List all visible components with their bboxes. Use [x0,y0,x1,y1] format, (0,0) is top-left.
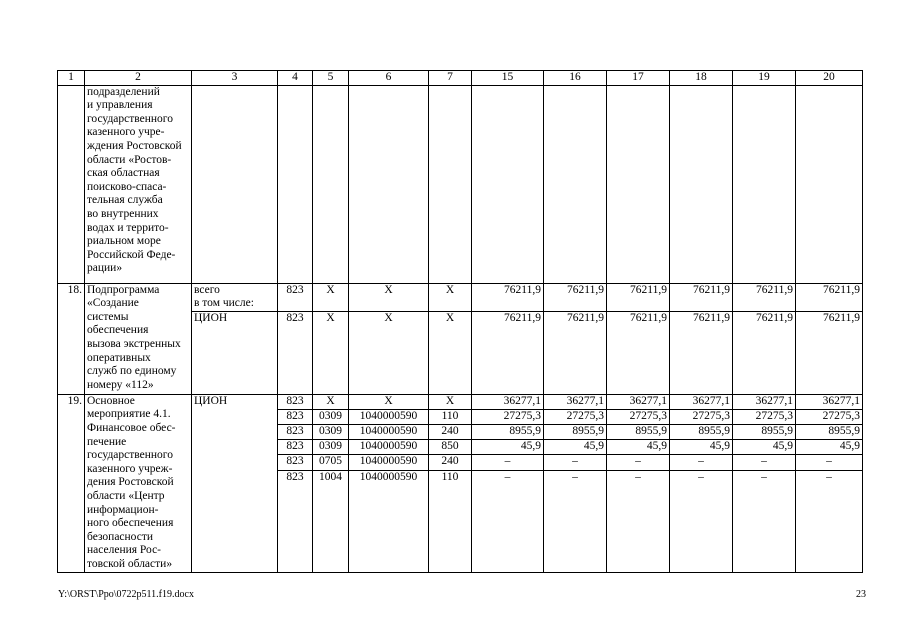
value-cell: 76211,9 [607,311,670,394]
value-cell: 76211,9 [796,311,863,394]
executor-cell: ЦИОН [192,394,278,572]
header-cell: 1 [58,71,85,86]
header-cell: 6 [349,71,429,86]
value-cell: 45,9 [472,440,544,455]
value-cell: 76211,9 [472,311,544,394]
header-cell: 2 [85,71,192,86]
row-number-cell [58,85,85,283]
value-cell: 36277,1 [670,394,733,409]
row-number-cell: 18. [58,283,85,394]
value-cell: 8955,9 [607,425,670,440]
value-cell: 27275,3 [472,409,544,424]
csr-cell: Х [349,394,429,409]
rzpr-cell: 0309 [313,425,349,440]
grbs-cell: 823 [278,440,313,455]
value-cell: 45,9 [670,440,733,455]
value-cell: 36277,1 [607,394,670,409]
rzpr-cell: Х [313,311,349,394]
budget-table [57,70,863,573]
value-cell [607,85,670,283]
value-cell: – [733,470,796,572]
grbs-cell: 823 [278,409,313,424]
grbs-cell: 823 [278,470,313,572]
csr-cell: 1040000590 [349,409,429,424]
rzpr-cell [313,85,349,283]
value-cell: 27275,3 [607,409,670,424]
footer-file-path: Y:\ORST\Ppo\0722p511.f19.docx [58,589,194,600]
value-cell: 8955,9 [544,425,607,440]
vr-cell: 850 [429,440,472,455]
row-number-cell: 19. [58,394,85,572]
vr-cell: 110 [429,409,472,424]
header-cell: 18 [670,71,733,86]
header-cell: 19 [733,71,796,86]
csr-cell: Х [349,283,429,311]
header-cell: 17 [607,71,670,86]
grbs-cell: 823 [278,311,313,394]
executor-cell [192,85,278,283]
value-cell: 76211,9 [472,283,544,311]
rzpr-cell: Х [313,283,349,311]
rzpr-cell: Х [313,394,349,409]
rzpr-cell: 0309 [313,409,349,424]
value-cell: – [733,455,796,470]
value-cell: 45,9 [796,440,863,455]
grbs-cell: 823 [278,455,313,470]
table-row [58,283,863,311]
value-cell: – [544,470,607,572]
event-name-cell: подразделений и управления государственного казенного учре- ждения Ростовской области «Ростов- ская областная поисково-спаса- тельная служба во внутренних водах и террито- риальном море Российской Феде- рации» [85,85,192,283]
value-cell: 76211,9 [670,283,733,311]
value-cell: 8955,9 [472,425,544,440]
value-cell [544,85,607,283]
header-cell: 15 [472,71,544,86]
csr-cell [349,85,429,283]
value-cell: – [796,470,863,572]
header-cell: 4 [278,71,313,86]
table-row [58,85,863,283]
csr-cell: 1040000590 [349,440,429,455]
event-name-cell: Подпрограмма «Создание системы обеспечения вызова экстренных оперативных служб по единому номеру «112» [85,283,192,394]
value-cell: 76211,9 [733,283,796,311]
csr-cell: 1040000590 [349,425,429,440]
vr-cell: Х [429,311,472,394]
value-cell: – [670,455,733,470]
header-cell: 16 [544,71,607,86]
value-cell: – [472,455,544,470]
value-cell: 36277,1 [733,394,796,409]
value-cell [796,85,863,283]
value-cell [670,85,733,283]
value-cell: 36277,1 [544,394,607,409]
value-cell: 76211,9 [796,283,863,311]
value-cell: 45,9 [544,440,607,455]
value-cell: 8955,9 [796,425,863,440]
executor-cell: ЦИОН [192,311,278,394]
value-cell: 8955,9 [670,425,733,440]
vr-cell: Х [429,394,472,409]
csr-cell: 1040000590 [349,470,429,572]
value-cell: – [607,470,670,572]
footer-page-number: 23 [856,589,866,600]
value-cell: – [472,470,544,572]
grbs-cell: 823 [278,425,313,440]
csr-cell: Х [349,311,429,394]
value-cell: 27275,3 [733,409,796,424]
table-row [58,394,863,409]
value-cell: – [607,455,670,470]
value-cell [733,85,796,283]
value-cell: 27275,3 [670,409,733,424]
grbs-cell: 823 [278,283,313,311]
vr-cell: Х [429,283,472,311]
value-cell: 76211,9 [670,311,733,394]
value-cell: 76211,9 [544,311,607,394]
value-cell: 27275,3 [544,409,607,424]
header-cell: 5 [313,71,349,86]
grbs-cell: 823 [278,394,313,409]
vr-cell: 240 [429,425,472,440]
executor-cell: всего в том числе: [192,283,278,311]
value-cell: – [544,455,607,470]
value-cell: 36277,1 [472,394,544,409]
vr-cell: 110 [429,470,472,572]
value-cell: 27275,3 [796,409,863,424]
header-cell: 7 [429,71,472,86]
grbs-cell [278,85,313,283]
csr-cell: 1040000590 [349,455,429,470]
rzpr-cell: 0705 [313,455,349,470]
vr-cell: 240 [429,455,472,470]
value-cell [472,85,544,283]
header-cell: 20 [796,71,863,86]
value-cell: 45,9 [607,440,670,455]
value-cell: 8955,9 [733,425,796,440]
value-cell: 45,9 [733,440,796,455]
vr-cell [429,85,472,283]
header-cell: 3 [192,71,278,86]
header-row [58,71,863,86]
rzpr-cell: 1004 [313,470,349,572]
event-name-cell: Основное мероприятие 4.1. Финансовое обес- печение государственного казенного учреж- дения Ростовской области «Центр информацион- ного обеспечения безопасности населения Рос- товской области» [85,394,192,572]
value-cell: 76211,9 [607,283,670,311]
value-cell: 76211,9 [544,283,607,311]
value-cell: 76211,9 [733,311,796,394]
value-cell: – [796,455,863,470]
value-cell: – [670,470,733,572]
rzpr-cell: 0309 [313,440,349,455]
value-cell: 36277,1 [796,394,863,409]
